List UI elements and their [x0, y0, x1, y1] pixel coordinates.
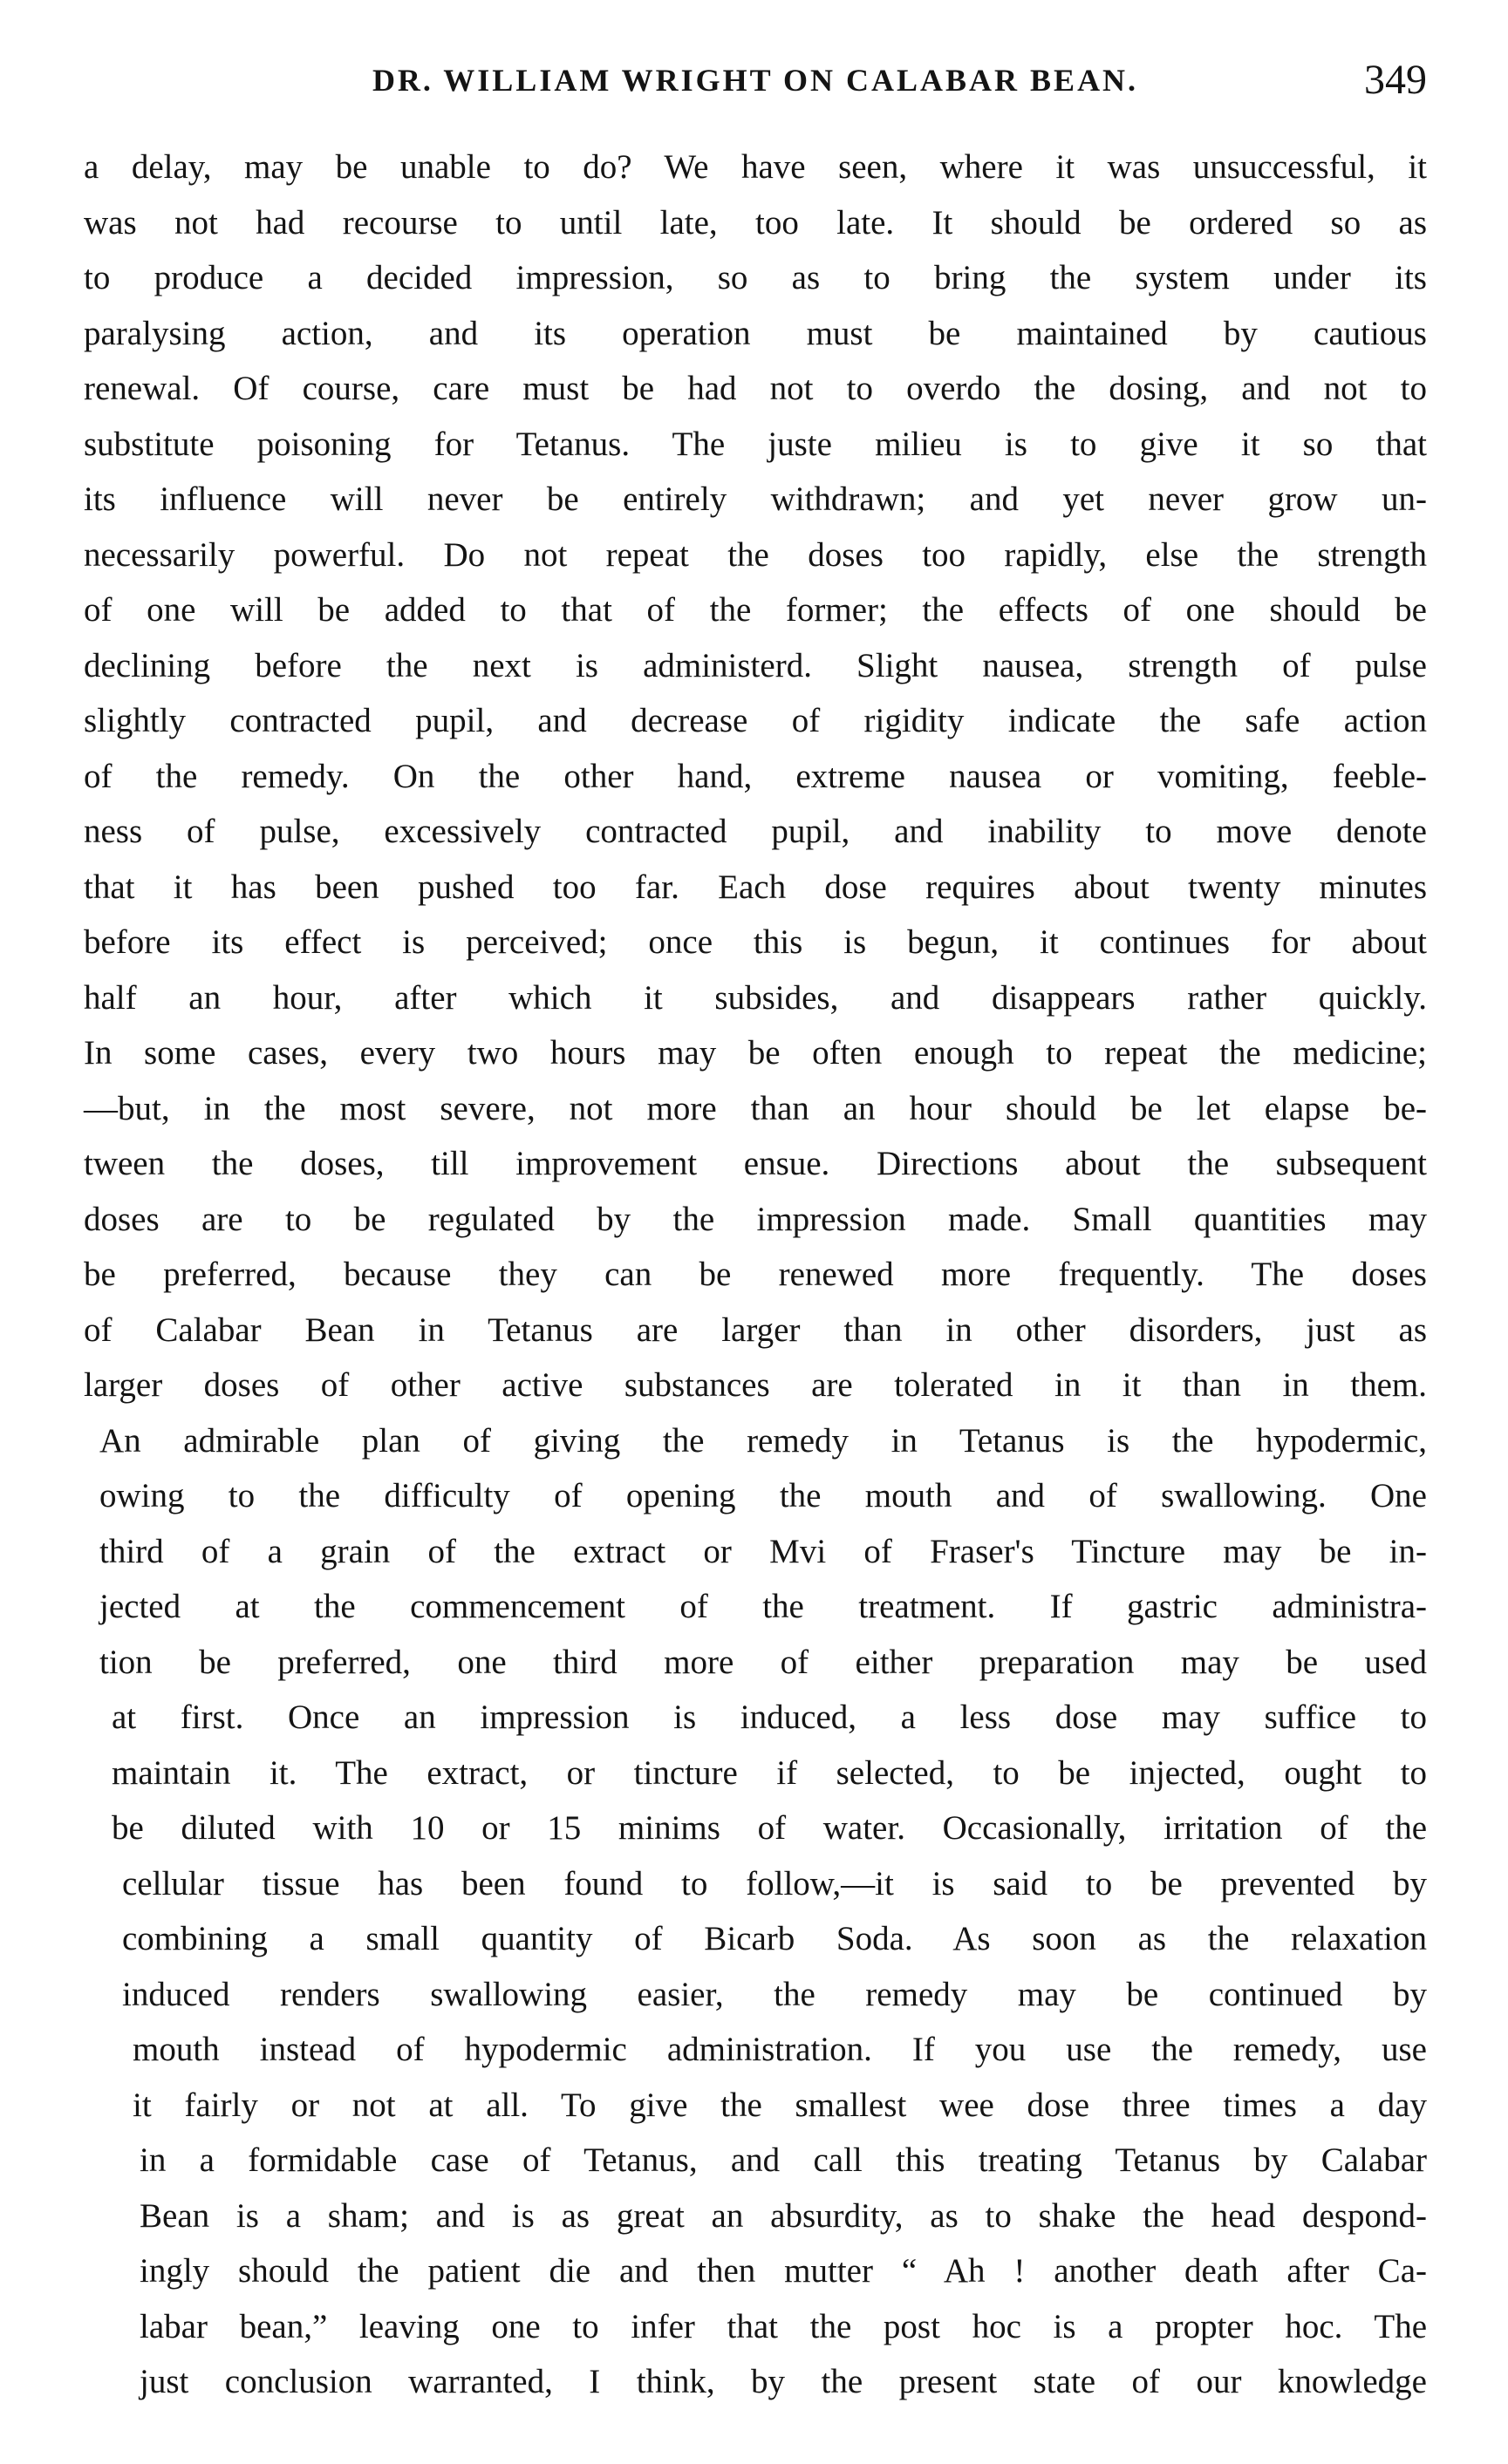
text-line: be preferred, because they can be renewed more frequently. The doses [84, 1256, 1427, 1293]
body-text [84, 140, 1427, 2410]
text-line: third of a grain of the extract or Mvi of Fraser's Tincture may be in- [99, 1532, 1427, 1570]
text-line: half an hour, after which it subsides, and disappears rather quickly. [84, 978, 1427, 1017]
text-line: jected at the commencement of the treatment. If gastric administra- [99, 1588, 1427, 1625]
text-line: just conclusion warranted, I think, by the present state of our knowledge [140, 2363, 1427, 2400]
text-line: tion be preferred, one third more of either preparation may be used [99, 1643, 1427, 1681]
text-line: before its effect is perceived; once this is begun, it continues for about [84, 923, 1427, 961]
text-line: at first. Once an impression is induced, a less dose may suffice to [112, 1698, 1427, 1736]
text-line: that it has been pushed too far. Each dose requires about twenty minutes [84, 868, 1427, 906]
text-line: necessarily powerful. Do not repeat the doses too rapidly, else the strength [84, 535, 1427, 574]
text-line: a delay, may be unable to do? We have seen, where it was unsuccessful, it [84, 148, 1427, 186]
text-line: of one will be added to that of the former; the effects of one should be [84, 591, 1427, 629]
text-line: substitute poisoning for Tetanus. The juste milieu is to give it so that [84, 425, 1427, 463]
running-head: DR. WILLIAM WRIGHT ON CALABAR BEAN. [372, 63, 1139, 98]
text-line: tween the doses, till improvement ensue. Directions about the subsequent [84, 1145, 1427, 1182]
text-line: of the remedy. On the other hand, extreme nausea or vomiting, feeble- [84, 757, 1427, 795]
text-line: it fairly or not at all. To give the smallest wee dose three times a day [133, 2086, 1427, 2124]
text-line: in a formidable case of Tetanus, and call this treating Tetanus by Calabar [140, 2141, 1427, 2179]
text-line: to produce a decided impression, so as to bring the system under its [84, 259, 1427, 296]
page-header [84, 54, 1427, 106]
text-line: ness of pulse, excessively contracted pupil, and inability to move denote [84, 813, 1427, 850]
text-line: labar bean,” leaving one to infer that the post hoc is a propter hoc. The [140, 2307, 1427, 2345]
text-line: ingly should the patient die and then mutter “ Ah ! another death after Ca- [140, 2252, 1427, 2290]
text-line: combining a small quantity of Bicarb Soda. As soon as the relaxation [122, 1920, 1427, 1957]
text-line: —but, in the most severe, not more than an hour should be let elapse be- [84, 1089, 1427, 1127]
text-line: larger doses of other active substances are tolerated in it than in them. [84, 1366, 1427, 1404]
text-line: mouth instead of hypodermic administration. If you use the remedy, use [133, 2031, 1427, 2068]
text-line: In some cases, every two hours may be often enough to repeat the medicine; [84, 1034, 1427, 1072]
text-line: paralysing action, and its operation must be maintained by cautious [84, 314, 1427, 352]
text-line: was not had recourse to until late, too late. It should be ordered so as [84, 203, 1427, 242]
text-line: slightly contracted pupil, and decrease of rigidity indicate the safe action [84, 702, 1427, 739]
text-line: declining before the next is administerd. Slight nausea, strength of pulse [84, 646, 1427, 684]
text-line: be diluted with 10 or 15 minims of water. Occasionally, irritation of the [112, 1809, 1427, 1847]
text-line: cellular tissue has been found to follow,—it is said to be prevented by [122, 1864, 1427, 1902]
text-line: owing to the difficulty of opening the mouth and of swallowing. One [99, 1477, 1427, 1514]
text-line: An admirable plan of giving the remedy in Tetanus is the hypodermic, [99, 1421, 1427, 1460]
text-line: induced renders swallowing easier, the remedy may be continued by [122, 1975, 1427, 2013]
text-line: its influence will never be entirely withdrawn; and yet never grow un- [84, 480, 1427, 518]
text-line: renewal. Of course, care must be had not to overdo the dosing, and not to [84, 370, 1427, 407]
text-line: doses are to be regulated by the impression made. Small quantities may [84, 1200, 1427, 1238]
text-line: of Calabar Bean in Tetanus are larger than in other disorders, just as [84, 1310, 1427, 1349]
page-number: 349 [1364, 57, 1427, 103]
text-line: maintain it. The extract, or tincture if selected, to be injected, ought to [112, 1753, 1427, 1792]
text-line: Bean is a sham; and is as great an absurdity, as to shake the head despond- [140, 2196, 1427, 2235]
